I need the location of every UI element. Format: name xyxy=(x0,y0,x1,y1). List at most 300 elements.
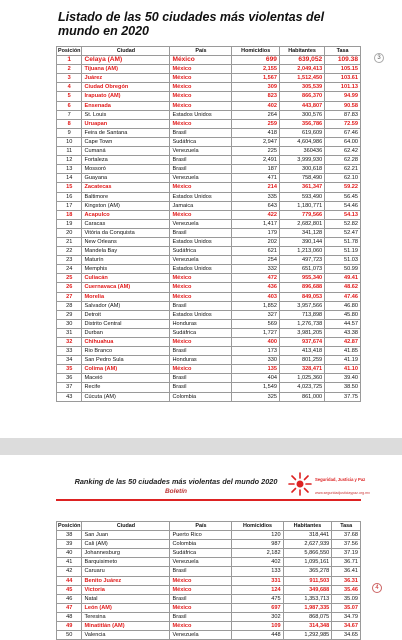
inhabitants-cell: 713,898 xyxy=(279,310,324,319)
rate-cell: 36.41 xyxy=(332,567,361,576)
rate-cell: 37.68 xyxy=(332,531,361,540)
header-rate: Tasa xyxy=(325,47,361,56)
inhabitants-cell: 300,576 xyxy=(279,110,324,119)
rate-cell: 52.82 xyxy=(325,219,361,228)
rate-cell: 37.56 xyxy=(332,540,361,549)
table-row xyxy=(57,274,361,283)
city-cell: Zacatecas xyxy=(82,183,170,192)
rate-cell: 38.50 xyxy=(325,383,361,392)
country-cell: Brasil xyxy=(170,301,232,310)
rate-cell: 36.31 xyxy=(332,576,361,585)
country-cell: México xyxy=(170,74,232,83)
homicides-cell: 471 xyxy=(232,174,279,183)
table-row xyxy=(57,256,361,265)
city-cell: Guayana xyxy=(82,174,170,183)
country-cell: Venezuela xyxy=(170,219,232,228)
homicides-cell: 448 xyxy=(232,631,283,640)
ranking-table-1 xyxy=(56,46,361,402)
city-cell: St. Louis xyxy=(82,110,170,119)
homicides-cell: 2,947 xyxy=(232,137,279,146)
table-row xyxy=(57,392,361,401)
inhabitants-cell: 497,723 xyxy=(279,256,324,265)
inhabitants-cell: 896,688 xyxy=(279,283,324,292)
city-cell: Colima (AM) xyxy=(82,365,170,374)
rate-cell: 94.99 xyxy=(325,92,361,101)
city-cell: Feira de Santana xyxy=(82,128,170,137)
position-cell: 6 xyxy=(57,101,82,110)
homicides-cell: 331 xyxy=(232,576,283,585)
country-cell: Brasil xyxy=(170,128,232,137)
position-cell: 10 xyxy=(57,137,82,146)
inhabitants-cell: 356,786 xyxy=(279,119,324,128)
table-row xyxy=(57,210,361,219)
inhabitants-cell: 593,490 xyxy=(279,192,324,201)
country-cell: México xyxy=(170,65,232,74)
city-cell: Cuernavaca (AM) xyxy=(82,283,170,292)
rate-cell: 51.03 xyxy=(325,256,361,265)
city-cell: Chihuahua xyxy=(82,338,170,347)
city-cell: Vitória da Conquista xyxy=(82,228,170,237)
rate-cell: 41.10 xyxy=(325,365,361,374)
position-cell: 4 xyxy=(57,83,82,92)
table-row xyxy=(57,219,361,228)
city-cell: Benito Juárez xyxy=(82,576,170,585)
rate-cell: 103.61 xyxy=(325,74,361,83)
inhabitants-cell: 5,866,550 xyxy=(283,549,332,558)
homicides-cell: 643 xyxy=(232,201,279,210)
inhabitants-cell: 2,049,413 xyxy=(279,65,324,74)
inhabitants-cell: 758,490 xyxy=(279,174,324,183)
rate-cell: 36.71 xyxy=(332,558,361,567)
inhabitants-cell: 3,999,930 xyxy=(279,156,324,165)
homicides-cell: 402 xyxy=(232,101,279,110)
rate-cell: 72.59 xyxy=(325,119,361,128)
city-cell: Cali (AM) xyxy=(82,540,170,549)
position-cell: 48 xyxy=(57,612,82,621)
position-cell: 7 xyxy=(57,110,82,119)
country-cell: Sudáfrica xyxy=(170,137,232,146)
header-position: Posición xyxy=(58,48,81,54)
city-cell: Cape Town xyxy=(82,137,170,146)
homicides-cell: 402 xyxy=(232,558,283,567)
position-cell: 25 xyxy=(57,274,82,283)
city-cell: Cumaná xyxy=(82,147,170,156)
country-cell: México xyxy=(170,83,232,92)
city-cell: San Juan xyxy=(82,531,170,540)
homicides-cell: 225 xyxy=(232,147,279,156)
country-cell: Brasil xyxy=(170,165,232,174)
inhabitants-cell: 349,688 xyxy=(283,585,332,594)
rate-cell: 109.38 xyxy=(325,56,361,65)
header-inhabitants: Habitantes xyxy=(283,522,332,531)
header-homicides: Homicidios xyxy=(232,522,283,531)
city-cell: Culiacán xyxy=(82,274,170,283)
city-cell: Distrito Central xyxy=(82,319,170,328)
city-cell: Cúcuta (AM) xyxy=(82,392,170,401)
rate-cell: 37.19 xyxy=(332,549,361,558)
homicides-cell: 1,549 xyxy=(232,383,279,392)
country-cell: México xyxy=(170,274,232,283)
inhabitants-cell: 3,957,566 xyxy=(279,301,324,310)
rate-cell: 45.80 xyxy=(325,310,361,319)
position-cell: 24 xyxy=(57,265,82,274)
table-row xyxy=(57,603,361,612)
country-cell: Brasil xyxy=(170,594,232,603)
inhabitants-cell: 639,052 xyxy=(279,56,324,65)
homicides-cell: 124 xyxy=(232,585,283,594)
city-cell: Maturín xyxy=(82,256,170,265)
table-row xyxy=(57,585,361,594)
position-cell: 31 xyxy=(57,328,82,337)
city-cell: Durban xyxy=(82,328,170,337)
table-row xyxy=(57,119,361,128)
country-cell: México xyxy=(170,92,232,101)
inhabitants-cell: 1,292,985 xyxy=(283,631,332,640)
position-cell: 18 xyxy=(57,210,82,219)
country-cell: Venezuela xyxy=(170,174,232,183)
country-cell: Brasil xyxy=(170,347,232,356)
inhabitants-cell: 861,000 xyxy=(279,392,324,401)
position-cell: 3 xyxy=(57,74,82,83)
header-homicides: Homicidios xyxy=(232,47,279,56)
position-cell: 9 xyxy=(57,128,82,137)
position-cell: 44 xyxy=(57,576,82,585)
table-header-row xyxy=(57,47,361,56)
table-row xyxy=(57,549,361,558)
rate-cell: 35.09 xyxy=(332,594,361,603)
inhabitants-cell: 651,073 xyxy=(279,265,324,274)
country-cell: Venezuela xyxy=(170,631,232,640)
homicides-cell: 120 xyxy=(232,531,283,540)
homicides-cell: 259 xyxy=(232,119,279,128)
position-cell: 11 xyxy=(57,147,82,156)
inhabitants-cell: 1,025,360 xyxy=(279,374,324,383)
table-row xyxy=(57,83,361,92)
table-row xyxy=(57,558,361,567)
rate-cell: 101.13 xyxy=(325,83,361,92)
homicides-cell: 2,491 xyxy=(232,156,279,165)
homicides-cell: 987 xyxy=(232,540,283,549)
inhabitants-cell: 619,609 xyxy=(279,128,324,137)
city-cell: Valencia xyxy=(82,631,170,640)
inhabitants-cell: 443,807 xyxy=(279,101,324,110)
country-cell: Sudáfrica xyxy=(170,328,232,337)
city-cell: Uruapan xyxy=(82,119,170,128)
country-cell: México xyxy=(170,338,232,347)
rate-cell: 48.62 xyxy=(325,283,361,292)
table-body xyxy=(57,56,361,402)
position-cell: 16 xyxy=(57,192,82,201)
rate-cell: 35.07 xyxy=(332,603,361,612)
city-cell: Caracas xyxy=(82,219,170,228)
table-row xyxy=(57,92,361,101)
inhabitants-cell: 4,023,725 xyxy=(279,383,324,392)
position-cell: 21 xyxy=(57,237,82,246)
inhabitants-cell: 360436 xyxy=(279,147,324,156)
country-cell: México xyxy=(170,210,232,219)
rate-cell: 87.83 xyxy=(325,110,361,119)
rate-cell: 46.80 xyxy=(325,301,361,310)
rate-cell: 49.41 xyxy=(325,274,361,283)
city-cell: Salvador (AM) xyxy=(82,301,170,310)
position-cell: 1 xyxy=(57,56,82,65)
inhabitants-cell: 390,144 xyxy=(279,237,324,246)
position-cell: 19 xyxy=(57,219,82,228)
country-cell: Puerto Rico xyxy=(170,531,232,540)
table-row xyxy=(57,383,361,392)
country-cell: Brasil xyxy=(170,228,232,237)
rate-cell: 42.87 xyxy=(325,338,361,347)
homicides-cell: 302 xyxy=(232,612,283,621)
country-cell: Sudáfrica xyxy=(170,247,232,256)
position-cell: 5 xyxy=(57,92,82,101)
position-cell: 14 xyxy=(57,174,82,183)
inhabitants-cell: 1,276,738 xyxy=(279,319,324,328)
inhabitants-cell: 1,180,771 xyxy=(279,201,324,210)
position-cell: 50 xyxy=(57,631,82,640)
position-cell: 41 xyxy=(57,558,82,567)
inhabitants-cell: 779,566 xyxy=(279,210,324,219)
rate-cell: 52.47 xyxy=(325,228,361,237)
table-row xyxy=(57,631,361,640)
page-badge-icon[interactable]: 4 xyxy=(372,583,382,593)
city-cell: Rio Branco xyxy=(82,347,170,356)
position-cell: 8 xyxy=(57,119,82,128)
country-cell: Estados Unidos xyxy=(170,310,232,319)
homicides-cell: 335 xyxy=(232,192,279,201)
rate-cell: 59.22 xyxy=(325,183,361,192)
city-cell: Natal xyxy=(82,594,170,603)
table-row xyxy=(57,147,361,156)
rate-cell: 41.85 xyxy=(325,347,361,356)
city-cell: Kingston (AM) xyxy=(82,201,170,210)
rate-cell: 50.99 xyxy=(325,265,361,274)
rate-cell: 51.78 xyxy=(325,237,361,246)
table-row xyxy=(57,247,361,256)
city-cell: Recife xyxy=(82,383,170,392)
table-row xyxy=(57,356,361,365)
homicides-cell: 697 xyxy=(232,603,283,612)
table-row xyxy=(57,347,361,356)
rate-cell: 54.13 xyxy=(325,210,361,219)
inhabitants-cell: 3,981,205 xyxy=(279,328,324,337)
position-cell: 45 xyxy=(57,585,82,594)
table-header-row xyxy=(57,522,361,531)
page-badge-icon[interactable]: 3 xyxy=(374,53,384,63)
rate-cell: 62.42 xyxy=(325,147,361,156)
country-cell: México xyxy=(170,56,232,65)
inhabitants-cell: 361,347 xyxy=(279,183,324,192)
inhabitants-cell: 955,340 xyxy=(279,274,324,283)
country-cell: Venezuela xyxy=(170,256,232,265)
homicides-cell: 1,727 xyxy=(232,328,279,337)
country-cell: México xyxy=(170,622,232,631)
rate-cell: 105.15 xyxy=(325,65,361,74)
table-row xyxy=(57,101,361,110)
bulletin-subtitle: Boletín xyxy=(164,488,188,495)
homicides-cell: 332 xyxy=(232,265,279,274)
header-country: País xyxy=(170,47,232,56)
homicides-cell: 436 xyxy=(232,283,279,292)
rate-cell: 67.46 xyxy=(325,128,361,137)
bulletin-title: Ranking de las 50 ciudades más violentas del mundo 2020 xyxy=(74,477,278,486)
table-row xyxy=(57,265,361,274)
city-cell: Mossoró xyxy=(82,165,170,174)
table-row xyxy=(57,301,361,310)
position-cell: 26 xyxy=(57,283,82,292)
inhabitants-cell: 413,418 xyxy=(279,347,324,356)
inhabitants-cell: 2,627,939 xyxy=(283,540,332,549)
rate-cell: 34.67 xyxy=(332,622,361,631)
city-cell: Irapuato (AM) xyxy=(82,92,170,101)
country-cell: México xyxy=(170,119,232,128)
table-row xyxy=(57,110,361,119)
position-cell: 32 xyxy=(57,338,82,347)
table-row xyxy=(57,576,361,585)
country-cell: Brasil xyxy=(170,374,232,383)
rate-cell: 34.65 xyxy=(332,631,361,640)
table-row xyxy=(57,328,361,337)
homicides-cell: 2,155 xyxy=(232,65,279,74)
position-cell: 36 xyxy=(57,374,82,383)
rate-cell: 41.19 xyxy=(325,356,361,365)
inhabitants-cell: 1,353,713 xyxy=(283,594,332,603)
inhabitants-cell: 2,682,801 xyxy=(279,219,324,228)
city-cell: Minatitlán (AM) xyxy=(82,622,170,631)
position-cell: 39 xyxy=(57,540,82,549)
position-cell: 34 xyxy=(57,356,82,365)
table-row xyxy=(57,622,361,631)
homicides-cell: 2,182 xyxy=(232,549,283,558)
position-cell: 20 xyxy=(57,228,82,237)
rate-cell: 51.19 xyxy=(325,247,361,256)
table-row xyxy=(57,594,361,603)
country-cell: México xyxy=(170,101,232,110)
homicides-cell: 133 xyxy=(232,567,283,576)
homicides-cell: 400 xyxy=(232,338,279,347)
inhabitants-cell: 1,987,335 xyxy=(283,603,332,612)
inhabitants-cell: 328,471 xyxy=(279,365,324,374)
ranking-table-2 xyxy=(56,521,361,640)
rate-cell: 62.21 xyxy=(325,165,361,174)
table-row xyxy=(57,310,361,319)
inhabitants-cell: 1,095,161 xyxy=(283,558,332,567)
position-cell: 49 xyxy=(57,622,82,631)
inhabitants-cell: 4,604,986 xyxy=(279,137,324,146)
inhabitants-cell: 849,053 xyxy=(279,292,324,301)
country-cell: Brasil xyxy=(170,567,232,576)
homicides-cell: 404 xyxy=(232,374,279,383)
country-cell: México xyxy=(170,603,232,612)
inhabitants-cell: 300,618 xyxy=(279,165,324,174)
table-row xyxy=(57,192,361,201)
country-cell: Estados Unidos xyxy=(170,265,232,274)
table-row xyxy=(57,283,361,292)
header-city: Ciudad xyxy=(82,522,170,531)
homicides-cell: 621 xyxy=(232,247,279,256)
rate-cell: 39.40 xyxy=(325,374,361,383)
inhabitants-cell: 305,539 xyxy=(279,83,324,92)
rate-cell: 34.79 xyxy=(332,612,361,621)
city-cell: Barquisimeto xyxy=(82,558,170,567)
homicides-cell: 1,852 xyxy=(232,301,279,310)
table-row xyxy=(57,156,361,165)
position-cell: 23 xyxy=(57,256,82,265)
table-row xyxy=(57,237,361,246)
rate-cell: 64.00 xyxy=(325,137,361,146)
inhabitants-cell: 365,278 xyxy=(283,567,332,576)
city-cell: New Orleans xyxy=(82,237,170,246)
table-row xyxy=(57,74,361,83)
inhabitants-cell: 1,213,060 xyxy=(279,247,324,256)
country-cell: México xyxy=(170,283,232,292)
homicides-cell: 569 xyxy=(232,319,279,328)
header-country: País xyxy=(170,522,232,531)
table-row xyxy=(57,540,361,549)
country-cell: México xyxy=(170,183,232,192)
homicides-cell: 202 xyxy=(232,237,279,246)
table-row xyxy=(57,56,361,65)
rate-cell: 62.10 xyxy=(325,174,361,183)
city-cell: Juárez xyxy=(82,74,170,83)
homicides-cell: 823 xyxy=(232,92,279,101)
city-cell: Memphis xyxy=(82,265,170,274)
country-cell: Colombia xyxy=(170,540,232,549)
inhabitants-cell: 318,441 xyxy=(283,531,332,540)
homicides-cell: 418 xyxy=(232,128,279,137)
homicides-cell: 179 xyxy=(232,228,279,237)
country-cell: Venezuela xyxy=(170,147,232,156)
position-cell: 35 xyxy=(57,365,82,374)
country-cell: Brasil xyxy=(170,383,232,392)
position-cell: 28 xyxy=(57,301,82,310)
table-row xyxy=(57,128,361,137)
country-cell: Jamaica xyxy=(170,201,232,210)
table-row xyxy=(57,365,361,374)
homicides-cell: 173 xyxy=(232,347,279,356)
divider xyxy=(56,499,361,501)
country-cell: México xyxy=(170,365,232,374)
position-cell: 27 xyxy=(57,292,82,301)
position-cell: 37 xyxy=(57,383,82,392)
homicides-cell: 475 xyxy=(232,594,283,603)
rate-cell: 56.45 xyxy=(325,192,361,201)
homicides-cell: 214 xyxy=(232,183,279,192)
country-cell: Honduras xyxy=(170,356,232,365)
homicides-cell: 422 xyxy=(232,210,279,219)
city-cell: León (AM) xyxy=(82,603,170,612)
position-cell: 46 xyxy=(57,594,82,603)
homicides-cell: 187 xyxy=(232,165,279,174)
position-cell: 12 xyxy=(57,156,82,165)
homicides-cell: 472 xyxy=(232,274,279,283)
logo-url[interactable]: www.seguridadjusticiaypaz.org.mx xyxy=(315,491,370,495)
city-cell: Fortaleza xyxy=(82,156,170,165)
country-cell: México xyxy=(170,576,232,585)
city-cell: Acapulco xyxy=(82,210,170,219)
page-separator xyxy=(0,438,402,455)
page-title: Listado de las 50 ciudades más violentas del mundo en 2020 xyxy=(58,10,325,38)
city-cell: Morelia xyxy=(82,292,170,301)
country-cell: Honduras xyxy=(170,319,232,328)
table-row xyxy=(57,228,361,237)
inhabitants-cell: 866,370 xyxy=(279,92,324,101)
homicides-cell: 309 xyxy=(232,83,279,92)
city-cell: Mandela Bay xyxy=(82,247,170,256)
country-cell: Brasil xyxy=(170,612,232,621)
city-cell: Celaya (AM) xyxy=(82,56,170,65)
position-cell: 40 xyxy=(57,549,82,558)
